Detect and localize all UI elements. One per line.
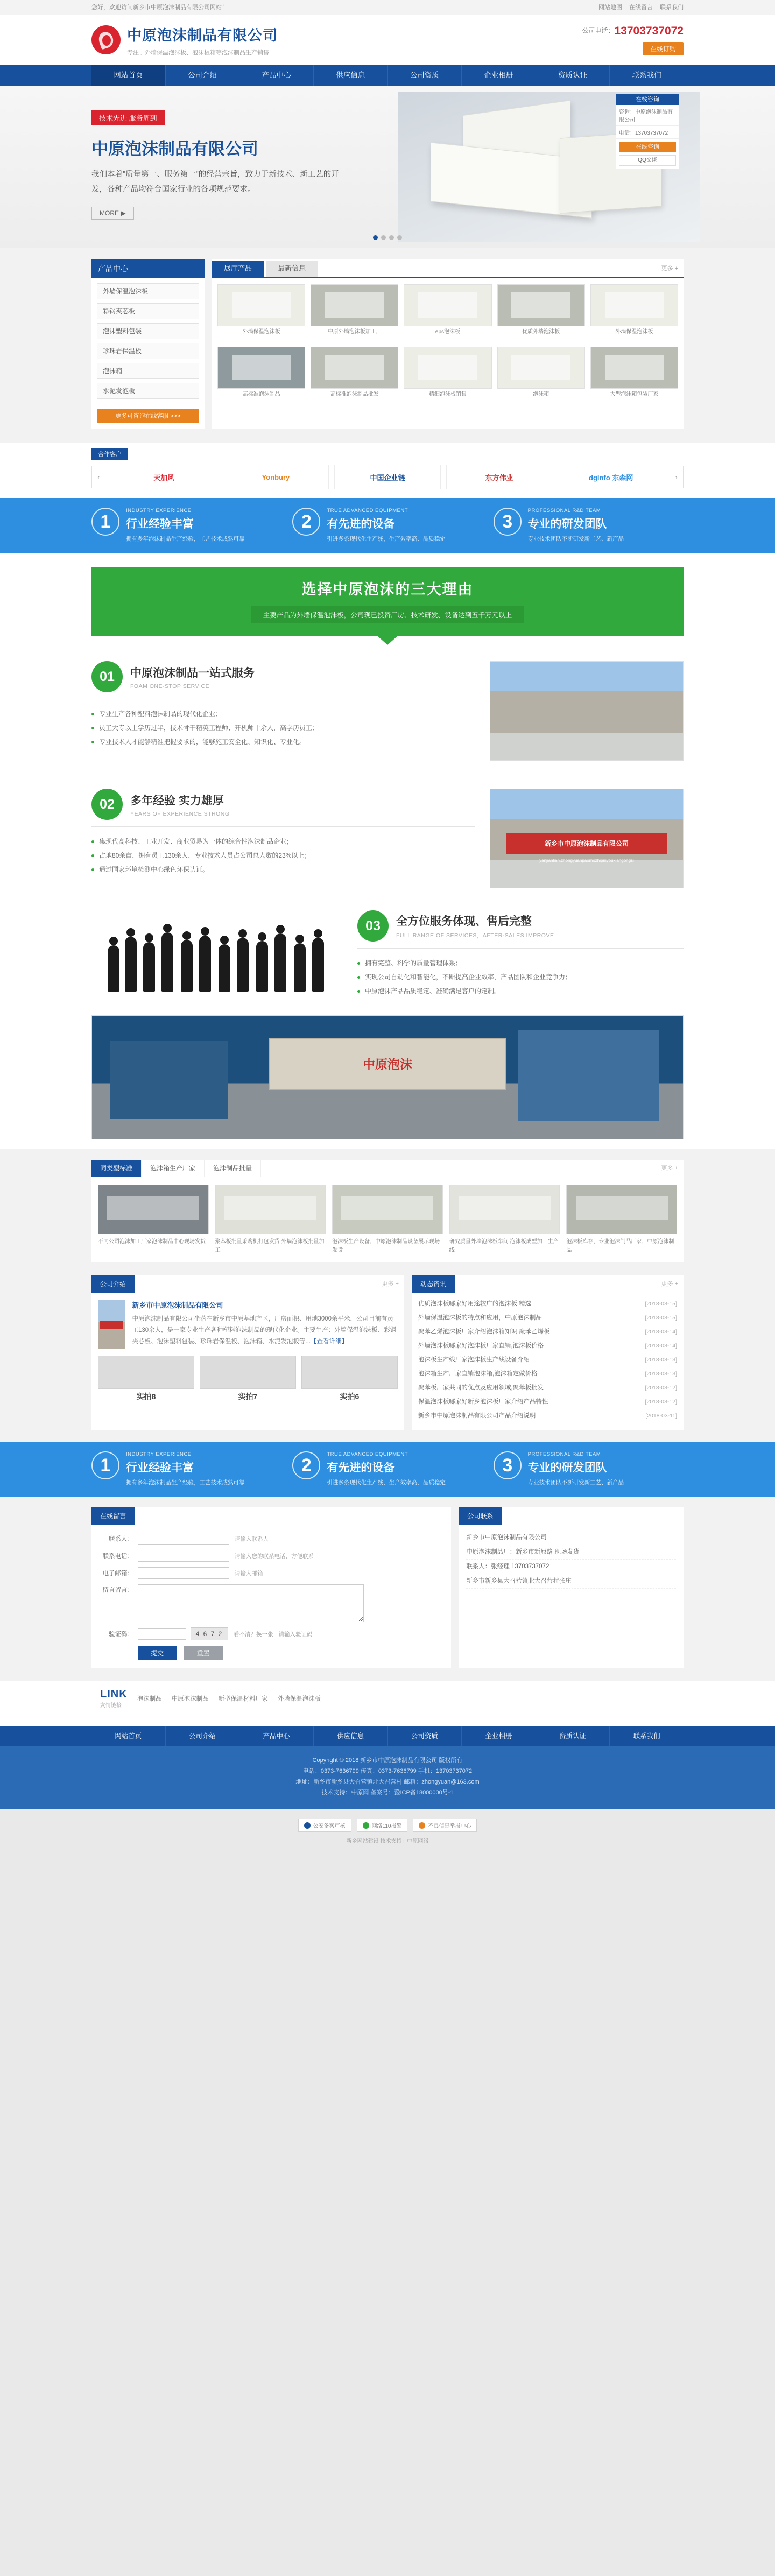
consult-box-title: 在线咨询 bbox=[616, 94, 679, 105]
top-bar-links bbox=[593, 0, 684, 15]
advantage-item bbox=[91, 1451, 281, 1487]
product-thumb bbox=[217, 284, 305, 326]
contact-name-input[interactable] bbox=[138, 1533, 229, 1545]
captcha-hint: 请输入验证码 bbox=[278, 1631, 313, 1638]
product-category-item[interactable]: 泡沫箱 bbox=[97, 363, 199, 379]
product-cell[interactable] bbox=[590, 347, 678, 401]
reason-list-item: 专业技术人才能够精准把握要求的，能够施工安全化、知识化、专业化。 bbox=[91, 735, 475, 749]
news-date: [2018-03-14] bbox=[645, 1343, 677, 1349]
case-caption: 聚苯板批量采购机打包发货 外墙泡沫板批量加工 bbox=[215, 1239, 325, 1253]
footer bbox=[0, 1746, 775, 1809]
product-caption: 外墙保温泡沫板 bbox=[615, 329, 653, 335]
advantage-number: 3 bbox=[494, 508, 522, 536]
advantage-desc: 拥有多年泡沫制品生产经验，工艺技术成熟可靠 bbox=[126, 536, 245, 542]
product-cell[interactable] bbox=[217, 347, 305, 401]
main-nav bbox=[0, 65, 775, 86]
friend-link[interactable]: 中原泡沫制品 bbox=[171, 1696, 209, 1702]
footer-line-3: 技术支持：中原网 备案号：豫ICP备18000000号-1 bbox=[321, 1789, 454, 1796]
partner-logo[interactable]: 中国企业链 bbox=[334, 465, 441, 489]
news-tab[interactable]: 动态资讯 bbox=[412, 1275, 455, 1293]
machine-left bbox=[110, 1041, 228, 1119]
about-thumb[interactable] bbox=[200, 1356, 296, 1389]
case-tabs bbox=[91, 1160, 684, 1177]
reason-photo-workshop bbox=[490, 661, 684, 761]
product-cell[interactable] bbox=[404, 347, 491, 401]
product-cell[interactable] bbox=[497, 347, 585, 401]
news-date: [2018-03-12] bbox=[645, 1385, 677, 1391]
news-date: [2018-03-13] bbox=[645, 1371, 677, 1377]
about-text bbox=[132, 1314, 397, 1347]
carousel-dot-2[interactable] bbox=[381, 235, 386, 240]
top-link-contact[interactable]: 联系我们 bbox=[660, 4, 684, 11]
product-caption: 外墙保温泡沫板 bbox=[242, 329, 280, 335]
footer-line-1: 电话：0373-7636799 传真：0373-7636799 手机：13703737072 bbox=[302, 1768, 473, 1774]
partner-next-arrow[interactable]: › bbox=[670, 466, 684, 488]
sidebar-more-service[interactable]: 更多可咨询在线客服 >>> bbox=[97, 409, 199, 423]
message-body-textarea[interactable] bbox=[138, 1584, 364, 1622]
contact-list-item: 中原泡沫制品厂：新乡市新原路 现场发货 bbox=[466, 1545, 676, 1560]
alarm-icon bbox=[363, 1822, 369, 1829]
product-thumb bbox=[217, 347, 305, 389]
advantage-en: INDUSTRY EXPERIENCE bbox=[126, 508, 192, 514]
advantage-item bbox=[91, 508, 281, 543]
top-bar bbox=[0, 0, 775, 15]
advantage-desc: 引进多条现代化生产线，生产效率高、品质稳定 bbox=[327, 1479, 446, 1486]
carousel-dot-4[interactable] bbox=[397, 235, 402, 240]
message-body-label: 留言留言： bbox=[102, 1587, 133, 1594]
factory-wide-photo bbox=[91, 1015, 684, 1139]
advantage-cn: 有先进的设备 bbox=[327, 1462, 395, 1474]
credit-badge-label: 公安备案审核 bbox=[313, 1823, 346, 1829]
company-slogan: 专注于外墙保温泡沫板、泡沫板箱等泡沫制品生产销售 bbox=[127, 49, 269, 56]
about-thumb-caption: 实拍6 bbox=[340, 1392, 360, 1401]
tel-label: 公司电话： bbox=[582, 26, 615, 34]
top-link-message[interactable]: 在线留言 bbox=[629, 4, 653, 11]
news-item[interactable] bbox=[418, 1325, 677, 1339]
consult-box-row-1: 咨询：中原泡沫制品有限公司 bbox=[616, 105, 679, 126]
reason-photo-signboard bbox=[490, 789, 684, 888]
case-thumb bbox=[449, 1185, 560, 1234]
contact-name-label: 联系人： bbox=[109, 1536, 133, 1542]
advantage-cn: 有先进的设备 bbox=[327, 518, 395, 530]
product-cell[interactable] bbox=[311, 347, 398, 401]
reason-heading-en: FOAM ONE-STOP SERVICE bbox=[130, 683, 210, 690]
footer-line-2: 地址：新乡市新乡县大召营镇北大召营村 邮箱：zhongyuan@163.com bbox=[295, 1779, 480, 1785]
about-thumb[interactable] bbox=[301, 1356, 398, 1389]
news-title: 新乡市中原泡沫制品有限公司产品介绍说明 bbox=[418, 1413, 536, 1419]
carousel-dot-3[interactable] bbox=[389, 235, 394, 240]
about-more-link[interactable]: 更多 + bbox=[382, 1281, 399, 1287]
hero-paragraph: 我们本着"质量第一、服务第一"的经营宗旨，致力于新技术、新工艺的开发，各种产品均符合国家行业的各项规范要求。 bbox=[91, 170, 339, 194]
product-category-list bbox=[91, 278, 205, 409]
advantage-item bbox=[494, 508, 684, 543]
footer-nav-contact[interactable]: 联系我们 bbox=[633, 1732, 660, 1740]
credit-badge-label: 不良信息举报中心 bbox=[428, 1823, 471, 1829]
nav-item-gallery[interactable]: 企业相册 bbox=[462, 65, 536, 86]
product-cell[interactable] bbox=[497, 284, 585, 338]
case-row bbox=[91, 1177, 684, 1262]
credits-bar bbox=[0, 1809, 775, 1853]
credit-badge-police[interactable] bbox=[298, 1819, 351, 1832]
product-thumb bbox=[311, 284, 398, 326]
footer-copyright: Copyright © 2018 新乡市中原泡沫制品有限公司 版权所有 bbox=[312, 1757, 463, 1764]
partner-logo[interactable]: Yonbury bbox=[223, 465, 329, 489]
product-thumb bbox=[497, 347, 585, 389]
advantage-desc: 拥有多年泡沫制品生产经验，工艺技术成熟可靠 bbox=[126, 1479, 245, 1486]
credit-badge-label: 网络110报警 bbox=[371, 1823, 402, 1829]
hero-text-block bbox=[91, 110, 361, 220]
site-header bbox=[0, 15, 775, 65]
case-tab-factory[interactable]: 泡沫箱生产厂家 bbox=[142, 1160, 205, 1177]
about-thumb-row bbox=[91, 1356, 404, 1408]
friend-link[interactable]: 新型保温材料厂家 bbox=[218, 1696, 268, 1702]
advantage-cn: 专业的研发团队 bbox=[527, 1462, 607, 1474]
qq-chat-button[interactable]: QQ交谈 bbox=[619, 155, 676, 166]
footer-nav-supply[interactable]: 供应信息 bbox=[314, 1726, 388, 1746]
product-cell[interactable] bbox=[217, 284, 305, 338]
footer-nav-gallery[interactable]: 企业相册 bbox=[462, 1726, 536, 1746]
carousel-dots[interactable] bbox=[373, 235, 402, 240]
product-caption: 中原外墙泡沫板加工厂 bbox=[327, 329, 382, 335]
product-grid-row-2 bbox=[212, 340, 684, 403]
building-shape bbox=[490, 691, 683, 733]
advantage-en: PROFESSIONAL R&D TEAM bbox=[527, 508, 601, 514]
case-thumb bbox=[215, 1185, 326, 1234]
hero-tag: 技术先进 服务周到 bbox=[91, 110, 165, 125]
nav-item-home[interactable]: 网站首页 bbox=[91, 65, 166, 86]
credit-badge-110[interactable] bbox=[357, 1819, 408, 1832]
reason-list bbox=[91, 834, 475, 876]
message-form bbox=[91, 1525, 451, 1668]
news-title: 优质泡沫板哪家好用途较广的泡沫板 精选 bbox=[418, 1301, 532, 1307]
footer-nav-certificate[interactable]: 资质认证 bbox=[536, 1726, 610, 1746]
about-thumb-caption: 实拍7 bbox=[238, 1392, 258, 1401]
reason-heading-en: YEARS OF EXPERIENCE STRONG bbox=[130, 810, 230, 817]
nav-item-products[interactable]: 产品中心 bbox=[239, 65, 314, 86]
submit-button[interactable]: 提交 bbox=[138, 1646, 177, 1660]
credits-tiny: 新乡网站建设 技术支持：中原网络 bbox=[346, 1838, 429, 1844]
order-button[interactable]: 在线订购 bbox=[643, 42, 684, 55]
product-thumb bbox=[311, 347, 398, 389]
reason-block-02 bbox=[0, 775, 775, 902]
footer-nav-about[interactable]: 公司介绍 bbox=[166, 1726, 240, 1746]
news-date: [2018-03-11] bbox=[645, 1413, 677, 1419]
about-news-section bbox=[0, 1275, 775, 1442]
factory-sign-text: 新乡市中原泡沫制品有限公司 bbox=[506, 833, 668, 854]
company-name: 中原泡沫制品有限公司 bbox=[127, 27, 278, 44]
captcha-input[interactable] bbox=[138, 1628, 186, 1640]
case-more-link[interactable]: 更多 + bbox=[661, 1165, 678, 1171]
advantage-item bbox=[494, 1451, 684, 1487]
carousel-dot-1[interactable] bbox=[373, 235, 378, 240]
advantages-strip-bottom bbox=[0, 1442, 775, 1497]
contact-email-label: 电子邮箱： bbox=[102, 1570, 133, 1577]
contact-email-hint: 请输入邮箱 bbox=[235, 1570, 263, 1577]
nav-item-about[interactable]: 公司介绍 bbox=[166, 65, 240, 86]
case-item[interactable] bbox=[98, 1185, 209, 1255]
product-section bbox=[0, 248, 775, 443]
advantage-desc: 专业技术团队不断研发新工艺、新产品 bbox=[527, 536, 624, 542]
link-logo-text: LINK bbox=[100, 1688, 128, 1700]
tel-number: 13703737072 bbox=[614, 24, 684, 37]
link-logo-sub: 友情链接 bbox=[100, 1703, 122, 1709]
nav-item-supply[interactable]: 供应信息 bbox=[314, 65, 388, 86]
advantage-en: INDUSTRY EXPERIENCE bbox=[126, 1451, 192, 1457]
reason-list-item: 员工大专以上学历过半，技术骨干精英工程师、开机师十余人，高学历员工； bbox=[91, 721, 475, 735]
product-grid-row-1 bbox=[212, 278, 684, 340]
advantage-en: TRUE ADVANCED EQUIPMENT bbox=[327, 1451, 408, 1457]
case-item[interactable] bbox=[566, 1185, 677, 1255]
case-item[interactable] bbox=[332, 1185, 443, 1255]
product-more-link[interactable]: 更多 + bbox=[661, 265, 678, 272]
wide-photo-sign: 中原泡沫 bbox=[269, 1038, 505, 1090]
product-main bbox=[212, 259, 684, 429]
about-text-body: 中原泡沫制品有限公司坐落在新乡市中原基地产区，厂房面积、用地3000余平米，公司目前有员工130余人，是一家专业生产各种塑料泡沫制品的现代化企业。主要生产：外墙保温泡沫板、彩钢夹芯板、泡沫塑料包装、珍珠岩保温板、泡沫箱、水泥发泡板等... bbox=[132, 1316, 397, 1345]
contact-list-item: 新乡市中原泡沫制品有限公司 bbox=[466, 1531, 676, 1545]
captcha-refresh-link[interactable]: 看不清？换一张 bbox=[234, 1631, 273, 1638]
news-item[interactable] bbox=[418, 1339, 677, 1353]
about-thumb[interactable] bbox=[98, 1356, 194, 1389]
product-thumb bbox=[590, 284, 678, 326]
contact-email-input[interactable] bbox=[138, 1567, 229, 1579]
reason-heading: 多年经验 实力雄厚 bbox=[130, 794, 224, 807]
reason-list-item: 中原泡沫产品品质稳定、准确满足客户的定制。 bbox=[357, 984, 684, 998]
hero-more-button[interactable]: MORE ▶ bbox=[91, 207, 134, 220]
friend-link-bar bbox=[91, 1681, 684, 1716]
case-caption: 不同公司泡沫加工厂家泡沫制品中心现场发货 bbox=[98, 1239, 206, 1245]
contact-list-item: 新乡市新乡县大召营镇北大召营村张庄 bbox=[466, 1574, 676, 1589]
report-icon bbox=[419, 1822, 425, 1829]
hero-banner bbox=[0, 86, 775, 248]
online-consult-box bbox=[616, 94, 679, 169]
reason-number: 03 bbox=[357, 910, 389, 942]
contact-phone-label: 联系电话： bbox=[102, 1553, 133, 1560]
partner-logo[interactable]: dginfo 东森网 bbox=[558, 465, 664, 489]
news-list bbox=[412, 1293, 684, 1430]
advantage-cn: 行业经验丰富 bbox=[126, 518, 194, 530]
contact-list-item: 联系人：张经理 13703737072 bbox=[466, 1560, 676, 1574]
case-thumb bbox=[332, 1185, 443, 1234]
product-category-item[interactable]: 彩钢夹芯板 bbox=[97, 303, 199, 319]
about-tab[interactable]: 公司介绍 bbox=[91, 1275, 135, 1293]
reason-list bbox=[357, 956, 684, 998]
news-date: [2018-03-13] bbox=[645, 1357, 677, 1363]
advantage-item bbox=[292, 1451, 482, 1487]
tab-latest-info[interactable]: 最新信息 bbox=[266, 261, 318, 277]
advantages-strip-top bbox=[0, 498, 775, 553]
nav-item-certificate[interactable]: 资质认证 bbox=[536, 65, 610, 86]
product-tabs bbox=[212, 259, 684, 278]
top-bar-welcome: 您好，欢迎访问新乡市中原泡沫制品有限公司网站！ bbox=[91, 4, 228, 11]
footer-nav-products[interactable]: 产品中心 bbox=[239, 1726, 314, 1746]
product-caption: 大型泡沫箱包装厂家 bbox=[610, 391, 659, 397]
advantage-desc: 引进多条现代化生产线，生产效率高、品质稳定 bbox=[327, 536, 446, 542]
product-thumb bbox=[590, 347, 678, 389]
tab-showroom-products[interactable]: 展厅产品 bbox=[212, 261, 264, 277]
news-item[interactable] bbox=[418, 1353, 677, 1367]
reason-block-01 bbox=[0, 647, 775, 775]
contact-phone-input[interactable] bbox=[138, 1550, 229, 1562]
product-category-item[interactable]: 泡沫塑料包装 bbox=[97, 323, 199, 339]
news-title: 聚苯乙烯泡沫板厂家介绍泡沫箱知识,聚苯乙烯板 bbox=[418, 1329, 550, 1335]
contact-panel bbox=[459, 1507, 684, 1668]
people-silhouette bbox=[91, 906, 344, 1002]
case-caption: 泡沫板库存，专业泡沫制品厂家，中原泡沫制品 bbox=[566, 1239, 674, 1253]
shield-icon bbox=[304, 1822, 311, 1829]
news-date: [2018-03-15] bbox=[645, 1315, 677, 1321]
partner-section bbox=[0, 443, 775, 498]
news-item[interactable] bbox=[418, 1409, 677, 1423]
case-item[interactable] bbox=[449, 1185, 560, 1255]
about-panel bbox=[91, 1275, 404, 1430]
case-thumb bbox=[98, 1185, 209, 1234]
news-item[interactable] bbox=[418, 1311, 677, 1325]
case-caption: 泡沫板生产设备，中原泡沫制品设备展示现场发货 bbox=[332, 1239, 440, 1253]
news-panel bbox=[412, 1275, 684, 1430]
nav-item-qualification[interactable]: 公司资质 bbox=[388, 65, 462, 86]
hero-title: 中原泡沫制品有限公司 bbox=[91, 139, 258, 158]
advantage-desc: 专业技术团队不断研发新工艺、新产品 bbox=[527, 1479, 624, 1486]
reason-list-item: 实现公司自动化和智能化，不断提高企业效率，产品团队和企业竞争力； bbox=[357, 970, 684, 984]
product-sidebar-title: 产品中心 bbox=[91, 259, 205, 278]
advantage-en: TRUE ADVANCED EQUIPMENT bbox=[327, 508, 408, 514]
product-cell[interactable] bbox=[311, 284, 398, 338]
reason-list-item: 通过国家环境检测中心绿色环保认证。 bbox=[91, 862, 475, 876]
advantage-number: 1 bbox=[91, 508, 119, 536]
reason-title: 选择中原泡沫的三大理由 bbox=[301, 581, 474, 598]
contact-name-hint: 请输入联系人 bbox=[235, 1535, 269, 1542]
news-item[interactable] bbox=[418, 1367, 677, 1381]
footer-nav bbox=[0, 1726, 775, 1746]
reason-heading-en: FULL RANGE OF SERVICES，AFTER-SALES IMPROVE bbox=[396, 932, 554, 939]
advantage-number: 1 bbox=[91, 1451, 119, 1479]
case-thumb bbox=[566, 1185, 677, 1234]
reason-banner bbox=[0, 553, 775, 647]
factory-sign-pinyin: yanjianlian.zhongyuanpaomozhipinyouxiangongsi bbox=[539, 858, 634, 864]
footer-nav-home[interactable]: 网站首页 bbox=[91, 1726, 166, 1746]
friend-link[interactable]: 泡沫制品 bbox=[137, 1696, 162, 1702]
reason-block-03 bbox=[0, 902, 775, 1008]
case-tab-standard[interactable]: 同类型标准 bbox=[91, 1160, 142, 1177]
about-photo-sign bbox=[100, 1321, 124, 1329]
reason-list-item: 集现代高科技、工业开发、商业贸易为一体的综合性泡沫制品企业； bbox=[91, 834, 475, 848]
reason-heading: 全方位服务体现、售后完整 bbox=[396, 915, 532, 928]
case-caption: 研究质量外墙泡沫板车间 泡沫板成型加工生产线 bbox=[449, 1239, 559, 1253]
product-caption: 高标准泡沫制品 bbox=[242, 391, 280, 397]
news-title: 泡沫箱生产厂家直销泡沫箱,泡沫箱定做价格 bbox=[418, 1371, 538, 1377]
friend-link[interactable]: 外墙保温泡沫板 bbox=[277, 1696, 321, 1702]
news-title: 聚苯板厂家共同的优点及应用领域,聚苯板批发 bbox=[418, 1385, 544, 1391]
case-item[interactable] bbox=[215, 1185, 326, 1255]
reason-list bbox=[91, 707, 475, 749]
company-logo-icon[interactable] bbox=[91, 25, 121, 54]
reason-sub: 主要产品为外墙保温泡沫板，公司现已投资厂房、技术研发、设备达到五千万元以上 bbox=[251, 606, 524, 623]
captcha-label: 验证码： bbox=[109, 1631, 133, 1638]
reason-heading: 中原泡沫制品一站式服务 bbox=[130, 666, 255, 679]
product-cell[interactable] bbox=[590, 284, 678, 338]
product-thumb bbox=[404, 284, 491, 326]
news-item[interactable] bbox=[418, 1381, 677, 1395]
reason-list-item: 专业生产各种塑料泡沫制品的现代化企业； bbox=[91, 707, 475, 721]
advantage-item bbox=[292, 508, 482, 543]
logo-text bbox=[127, 24, 278, 57]
advantage-en: PROFESSIONAL R&D TEAM bbox=[527, 1451, 601, 1457]
about-title: 新乡市中原泡沫制品有限公司 bbox=[132, 1301, 223, 1309]
product-caption: eps泡沫板 bbox=[435, 329, 461, 335]
product-sidebar bbox=[91, 259, 205, 429]
news-more-link[interactable]: 更多 + bbox=[661, 1281, 678, 1287]
product-category-item[interactable]: 珍珠岩保温板 bbox=[97, 343, 199, 359]
news-title: 泡沫板生产线厂家泡沫板生产线设备介绍 bbox=[418, 1357, 530, 1363]
product-caption: 优质外墙泡沫板 bbox=[522, 329, 560, 335]
consult-button[interactable]: 在线咨询 bbox=[619, 142, 676, 152]
partner-prev-arrow[interactable]: ‹ bbox=[91, 466, 105, 488]
product-category-item[interactable]: 水泥发泡板 bbox=[97, 383, 199, 399]
product-thumb bbox=[404, 347, 491, 389]
nav-item-contact[interactable]: 联系我们 bbox=[632, 71, 661, 79]
message-panel bbox=[91, 1507, 451, 1668]
contact-list bbox=[459, 1525, 684, 1594]
product-caption: 精细泡沫板销售 bbox=[428, 391, 467, 397]
news-title: 外墙泡沫板哪家好泡沫板厂家直销,泡沫板价格 bbox=[418, 1343, 544, 1349]
product-category-item[interactable]: 外墙保温泡沫板 bbox=[97, 283, 199, 299]
captcha-image: 4 6 7 2 bbox=[191, 1627, 228, 1640]
reason-number: 02 bbox=[91, 789, 123, 820]
credit-badge-report[interactable] bbox=[413, 1819, 477, 1832]
advantage-cn: 行业经验丰富 bbox=[126, 1462, 194, 1474]
product-caption: 泡沫箱 bbox=[533, 391, 549, 397]
top-link-sitemap[interactable]: 网站地图 bbox=[598, 4, 622, 11]
advantage-number: 3 bbox=[494, 1451, 522, 1479]
about-detail-link[interactable]: 【查看详细】 bbox=[311, 1338, 348, 1345]
news-date: [2018-03-15] bbox=[645, 1301, 677, 1307]
reset-button[interactable]: 重置 bbox=[184, 1646, 223, 1660]
news-title: 外墙保温泡沫板的特点和应用，中原泡沫制品 bbox=[418, 1315, 542, 1321]
message-contact-section bbox=[0, 1497, 775, 1681]
reason-number: 01 bbox=[91, 661, 123, 692]
contact-phone-hint: 请输入您的联系电话，方便联系 bbox=[235, 1553, 314, 1560]
consult-box-row-2: 电话：13703737072 bbox=[616, 126, 679, 139]
news-title: 保温泡沫板哪家好新乡泡沫板厂家介绍产品特性 bbox=[418, 1399, 548, 1405]
partner-logo[interactable]: 东方伟业 bbox=[446, 465, 553, 489]
partner-header: 合作客户 bbox=[91, 448, 128, 460]
case-section bbox=[0, 1149, 775, 1275]
news-item[interactable] bbox=[418, 1395, 677, 1409]
link-logo bbox=[100, 1688, 128, 1709]
about-thumb-caption: 实拍8 bbox=[136, 1392, 156, 1401]
product-cell[interactable] bbox=[404, 284, 491, 338]
message-tab: 在线留言 bbox=[91, 1507, 135, 1525]
news-item[interactable] bbox=[418, 1297, 677, 1311]
about-photo bbox=[98, 1300, 125, 1349]
machine-right bbox=[518, 1030, 660, 1121]
advantage-number: 2 bbox=[292, 508, 320, 536]
advantage-cn: 专业的研发团队 bbox=[527, 518, 607, 530]
reason-list-item: 占地80余亩，拥有员工130余人，专业技术人员占公司总人数的23%以上； bbox=[91, 848, 475, 862]
product-thumb bbox=[497, 284, 585, 326]
advantage-number: 2 bbox=[292, 1451, 320, 1479]
case-tab-batch[interactable]: 泡沫制品批量 bbox=[205, 1160, 261, 1177]
reason-list-item: 拥有完整、科学的质量管理体系； bbox=[357, 956, 684, 970]
news-date: [2018-03-12] bbox=[645, 1399, 677, 1405]
header-contact bbox=[582, 25, 684, 55]
partner-logo[interactable]: 天加风 bbox=[111, 465, 217, 489]
product-caption: 高标准泡沫制品批发 bbox=[330, 391, 379, 397]
news-date: [2018-03-14] bbox=[645, 1329, 677, 1335]
contact-tab: 公司联系 bbox=[459, 1507, 502, 1525]
footer-nav-qualification[interactable]: 公司资质 bbox=[388, 1726, 462, 1746]
